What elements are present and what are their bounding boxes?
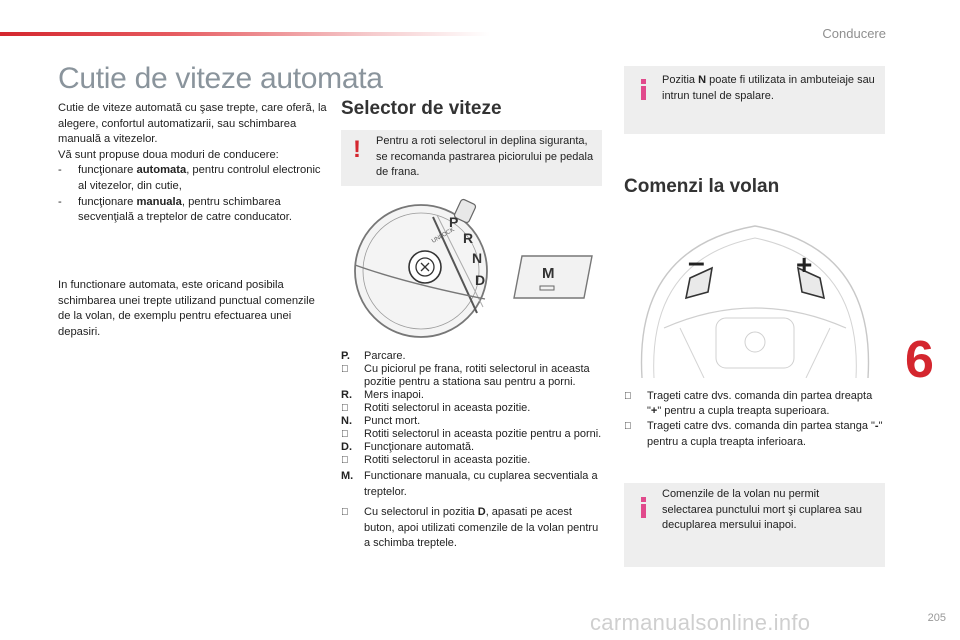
watermark: carmanualsonline.info xyxy=(590,610,811,635)
checkbox-icon xyxy=(341,428,349,441)
intro-text xyxy=(58,101,328,226)
legend-p: P. Parcare. xyxy=(341,350,406,362)
checkbox-icon xyxy=(624,389,632,404)
paddle-plus-label: + xyxy=(796,249,813,280)
legend-d: D. Funcţionare automată. xyxy=(341,441,475,453)
legend-d-action: Rotiti selectorul in aceasta pozitie. xyxy=(341,454,603,467)
warning-text: Pentru a roti selectorul in deplina siguranta, se recomanda pastrarea piciorului pe pedala de frana. xyxy=(376,135,594,178)
mode-item-automatic: - funcţionare automata, pentru controlul electronic al vitezelor, din cutie, xyxy=(58,164,321,192)
dial-letter-r: R xyxy=(463,230,474,246)
info-steering-text: Comenzile de la volan nu permit selectarea punctului mort şi cuplarea sau decuplarea mersului inapoi. xyxy=(662,488,862,531)
legend-r: R. Mers inapoi. xyxy=(341,389,424,401)
checkbox-icon xyxy=(341,505,349,521)
selector-legend xyxy=(341,350,603,552)
selector-heading: Selector de viteze xyxy=(341,98,502,119)
info-box-steering xyxy=(624,483,885,567)
steering-instructions xyxy=(624,389,886,450)
mode-automatic: automata xyxy=(136,164,187,177)
dial-letter-n: N xyxy=(472,250,483,266)
info-icon xyxy=(636,79,650,100)
dial-letter-d: D xyxy=(475,272,486,288)
legend-r-action: Rotiti selectorul in aceasta pozitie. xyxy=(341,402,603,415)
paddle-minus-label: – xyxy=(688,246,705,279)
steering-wheel-illustration xyxy=(624,208,886,378)
dial-letter-p: P xyxy=(449,214,459,230)
header-accent-bar xyxy=(0,32,490,36)
legend-p-action: Cu piciorul pe frana, rotiti selectorul in aceasta pozitie pentru a stationa sau pentru a porni. xyxy=(341,363,603,389)
intro-modes: Vă sunt propuse doua moduri de conducere: xyxy=(58,148,279,161)
legend-n: N. Punct mort. xyxy=(341,415,421,427)
list-dash: - xyxy=(58,195,62,208)
checkbox-icon xyxy=(341,454,349,467)
intro-paragraph: Cutie de viteze automată cu şase trepte, care oferă, la alegere, confortul automatizarii, sau schimbarea manuală a vitezelor. xyxy=(58,102,327,146)
manual-m-button-illustration xyxy=(512,254,596,300)
steering-heading: Comenzi la volan xyxy=(624,176,780,197)
page-title: Cutie de viteze automata xyxy=(58,62,383,95)
mode-manual: manuala xyxy=(136,195,182,208)
dial-unlock-text: UNLOCK xyxy=(431,227,456,245)
steering-item-upshift: Trageti catre dvs. comanda din partea dreapta "+" pentru a cupla treapta superioara. xyxy=(624,389,886,419)
legend-n-action: Rotiti selectorul in aceasta pozitie pentru a porni. xyxy=(341,428,603,441)
info-neutral-text: Pozitia N poate fi utilizata in ambuteiaje sau intrun tunel de spalare. xyxy=(662,74,875,102)
m-button-label: M xyxy=(542,265,555,282)
legend-m: M. Functionare manuala, cu cuplarea secventiala a treptelor. xyxy=(341,470,598,498)
section-name: Conducere xyxy=(822,26,886,41)
warning-icon: ! xyxy=(353,136,361,163)
checkbox-icon xyxy=(624,419,632,434)
checkbox-icon xyxy=(341,402,349,415)
list-dash: - xyxy=(58,164,62,177)
override-paragraph: In functionare automata, este oricand posibila schimbarea unei trepte utilizand punctual comenzile de la volan, de exemplu pentru efectuarea unei depasiri. xyxy=(58,279,315,338)
gear-selector-dial-illustration xyxy=(345,195,505,343)
steering-item-downshift: Trageti catre dvs. comanda din partea stanga "-" pentru a cupla treapta inferioara. xyxy=(624,419,886,449)
page-number: 205 xyxy=(927,612,946,624)
warning-box xyxy=(341,130,602,186)
mode-item-manual: - funcţionare manuala, pentru schimbarea secvenţială a treptelor de catre conducator. xyxy=(58,195,292,224)
info-box-neutral xyxy=(624,66,885,134)
chapter-number: 6 xyxy=(905,331,934,389)
legend-m-action: Cu selectorul in pozitia D, apasati pe acest buton, apoi utilizati comenzile de la volan pentru a schimba treptele. xyxy=(341,505,603,552)
info-icon xyxy=(636,497,650,518)
checkbox-icon xyxy=(341,363,349,376)
